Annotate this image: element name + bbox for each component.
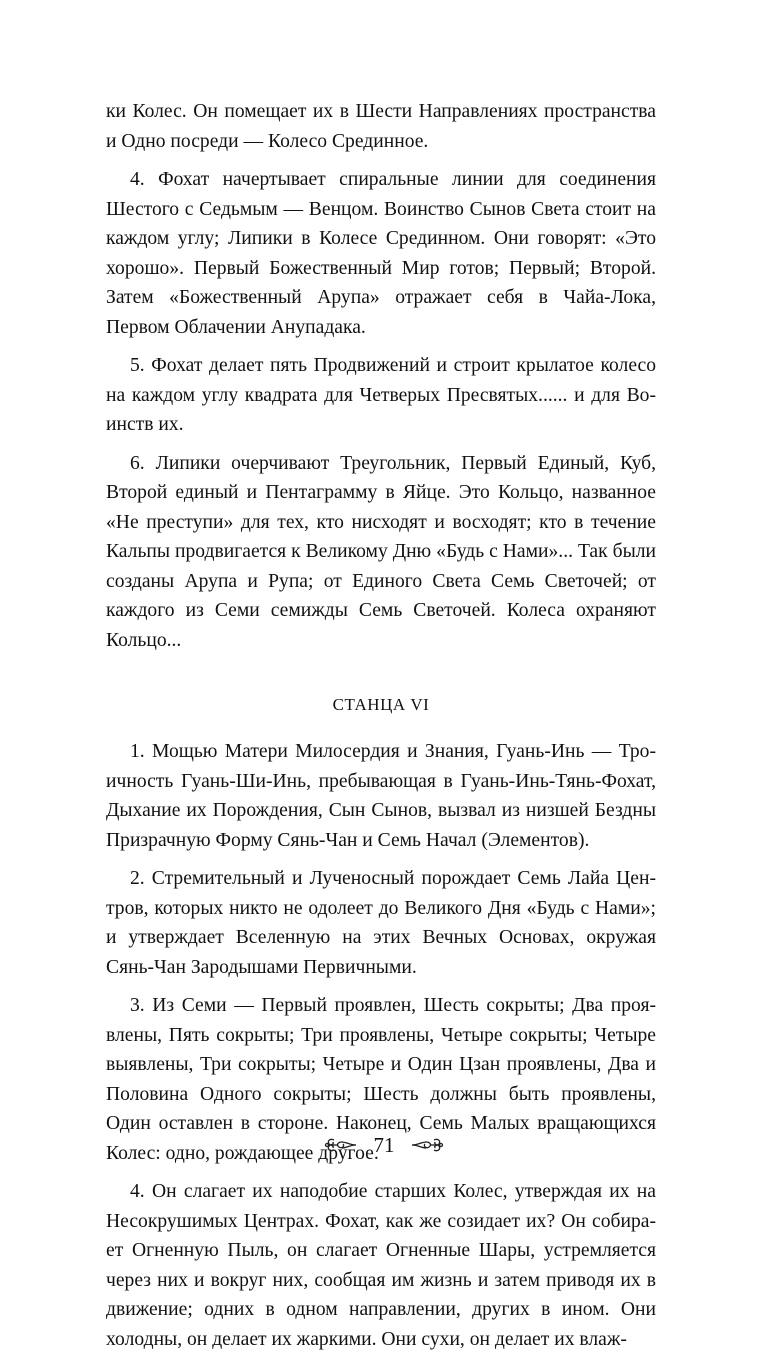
paragraph-stanza6-verse-1: 1. Мощью Матери Милосердия и Знания, Гуань-Инь — Троичность Гуань-Ши-Инь, пребывающая в Гуань-Инь-Тянь-Фохат, Дыхание их Порождения, Сын Сынов, вызвал из низшей Бездны Призрачную Форму Сянь-Чан и Семь Начал (Элементов). [106,741,656,851]
page-number: 71 [373,1133,395,1158]
stanza-heading: СТАНЦА VI [332,695,430,714]
paragraph-stanza6-verse-4: 4. Он слагает их наподобие старших Колес, утверждая их на Несокрушимых Центрах. Фохат, как же созидает их? Он собирает Огненную Пыль, он слагает Огненные Шары, устремляется через них и вокруг них, сообщая им жизнь и затем приводя их в движение; одних в одном направлении, других в ином. Они холодны, он делает их жаркими. Они сухи, он делает их влаж- [106,1181,656,1350]
paragraph-stanza6-verse-2: 2. Стремительный и Лученосный порождает Семь Лайа Центров, которых никто не одолеет до Великого Дня «Будь с Нами»; и утверждает Вселенную на этих Вечных Основах, окружая Сянь-Чан Зародышами Первичными. [106,868,656,978]
paragraph-verse-5: 5. Фохат делает пять Продвижений и строит крылатое колесо на каждом углу квадрата для Четверых Пресвятых...... и для Воинств их. [106,355,656,435]
floral-ornament-icon [324,1134,358,1156]
page-footer [0,1128,768,1160]
paragraph-verse-4: 4. Фохат начертывает спиральные линии для соединения Шестого с Седьмым — Венцом. Воинство Сынов Света стоит на каждом углу; Липики в Колесе Срединном. Они говорят: «Это хорошо». Первый Божественный Мир готов; Первый; Второй. Затем «Божественный Арупа» отражает себя в Чайа-Лока, Первом Облачении Анупадака. [106,169,656,338]
page-body [106,97,656,1363]
paragraph-verse-6: 6. Липики очерчивают Треугольник, Первый Единый, Куб, Второй единый и Пентаграмму в Яйце. Это Кольцо, названное «Не преступи» для тех, кто нисходят и восходят; кто в течение Кальпы продвигается к Великому Дню «Будь с Нами»... Так были созданы Арупа и Рупа; от Единого Света Семь Светочей; от каждого из Семи семижды Семь Светочей. Колеса охраняют Кольцо... [106,452,656,651]
paragraph-continuation: ки Колес. Он помещает их в Шести Направлениях пространства и Одно посреди — Колесо Срединное. [106,101,656,152]
floral-ornament-icon [410,1134,444,1156]
paragraph-stanza6-verse-3: 3. Из Семи — Первый проявлен, Шесть сокрыты; Два проявлены, Пять сокрыты; Три проявлены, Четыре сокрыты; Четыре выявлены, Три сокрыты; Четыре и Один Цзан проявлены, Два и Половина Одного сокрыты; Шесть должны быть проявлены, Один оставлен в стороне. Наконец, Семь Малых вращающихся Колес: одно, рождающее другое. [106,995,656,1164]
